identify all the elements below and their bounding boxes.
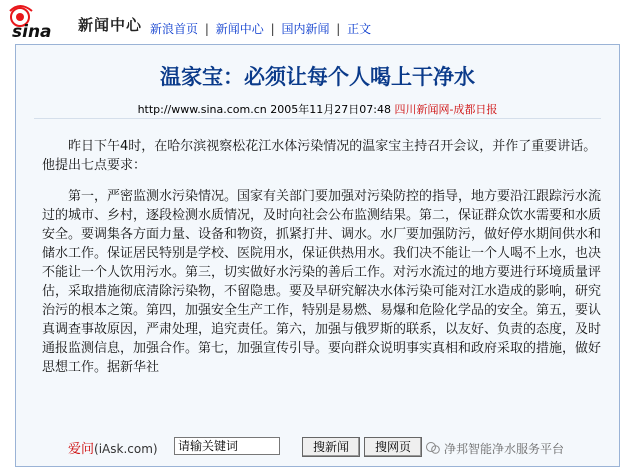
watermark bbox=[426, 440, 564, 457]
watermark-text: 净邦智能净水服务平台 bbox=[444, 442, 565, 456]
breadcrumb-sep: | bbox=[270, 22, 275, 36]
search-bar bbox=[16, 430, 619, 466]
article-meta bbox=[16, 101, 619, 117]
breadcrumb-news[interactable]: 新闻中心 bbox=[215, 22, 264, 36]
iask-label-cn: 爱问 bbox=[68, 442, 95, 457]
breadcrumb-domestic[interactable]: 国内新闻 bbox=[281, 22, 330, 36]
article-source[interactable]: 四川新闻网-成都日报 bbox=[394, 103, 498, 116]
iask-label[interactable] bbox=[68, 438, 158, 457]
breadcrumb-sep: | bbox=[204, 22, 209, 36]
breadcrumb bbox=[150, 20, 371, 38]
article-paragraph: 第一，严密监测水污染情况。国家有关部门要加强对污染防控的指导，地方要沿江跟踪污水流过的城市、乡村，逐段检测水质情况，及时向社会公布监测结果。第二，保证群众饮水需要和水质安全。要调集各方面力量、设备和物资，抓紧打井、调水。水厂要加强防污，做好停水期间供水和储水工作。保证居民特别是学校、医院用水，保证供热用水。我们决不能让一个人喝不上水，也决不能让一个人饮用污水。第三，切实做好水污染的善后工作。对污水流过的地方要进行环境质量评估，采取措施彻底清除污染物，不留隐患。要及早研究解决水体污染可能对江水造成的影响，研究治污的根本之策。第四，加强安全生产工作，特别是易燃、易爆和危险化学品的安全。第五，要认真调查事故原因，严肃处理，追究责任。第六，加强与俄罗斯的联系，以友好、负责的态度，及时通报监测信息，加强合作。第七，加强宣传引导。要向群众说明事实真相和政府采取的措施，做好思想工作。据新华社 bbox=[42, 189, 602, 375]
search-web-button[interactable]: 搜网页 bbox=[364, 437, 422, 457]
logo-text: sina bbox=[12, 22, 52, 41]
search-news-button[interactable]: 搜新闻 bbox=[302, 437, 360, 457]
iask-label-en: (iAsk.com) bbox=[94, 442, 158, 456]
search-input[interactable]: 请输关键词 bbox=[174, 437, 280, 455]
wechat-icon bbox=[426, 441, 440, 455]
article-date: 2005年11月27日07:48 bbox=[270, 103, 391, 116]
breadcrumb-sep: | bbox=[336, 22, 341, 36]
article-title: 温家宝：必须让每个人喝上干净水 bbox=[160, 64, 475, 89]
sina-logo[interactable] bbox=[6, 3, 68, 41]
site-header bbox=[0, 0, 635, 44]
article-url[interactable]: http://www.sina.com.cn bbox=[137, 103, 267, 116]
section-title: 新闻中心 bbox=[78, 16, 143, 34]
divider bbox=[34, 118, 601, 119]
breadcrumb-current[interactable]: 正文 bbox=[347, 22, 372, 36]
article-paragraph: 昨日下午4时，在哈尔滨视察松花江水体污染情况的温家宝主持召开会议，并作了重要讲话。他提出七点要求： bbox=[42, 139, 597, 173]
article-frame bbox=[15, 44, 620, 467]
breadcrumb-home[interactable]: 新浪首页 bbox=[150, 22, 199, 36]
